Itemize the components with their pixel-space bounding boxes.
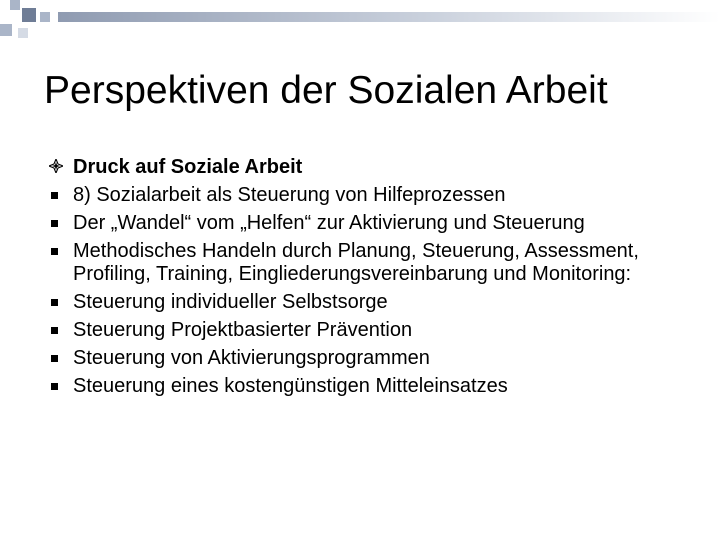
bullet-text: Steuerung individueller Selbstsorge [73, 291, 388, 313]
bullet-item [49, 375, 689, 398]
diamond-bullet-icon [49, 159, 63, 173]
bullet-item [49, 347, 689, 370]
bullet-item [49, 156, 689, 179]
bullet-text: 8) Sozialarbeit als Steuerung von Hilfeprozessen [73, 184, 506, 206]
bullet-item [49, 291, 689, 314]
bullet-text: Steuerung Projektbasierter Prävention [73, 319, 413, 341]
bullet-item [49, 212, 689, 235]
square-bullet-icon [49, 248, 58, 255]
bullet-list [49, 156, 689, 403]
square-bullet-icon [49, 355, 58, 362]
bullet-text: Der „Wandel“ vom „Helfen“ zur Aktivierung und Steuerung [73, 212, 585, 234]
bullet-item [49, 319, 689, 342]
square-bullet-icon [49, 220, 58, 227]
slide-title: Perspektiven der Sozialen Arbeit [44, 69, 608, 112]
bullet-text: Steuerung eines kostengünstigen Mitteleinsatzes [73, 375, 508, 397]
header-decoration [0, 0, 720, 50]
bullet-text: Methodisches Handeln durch Planung, Steuerung, Assessment, Profiling, Training, Eingliederungsvereinbarung und Monitoring: [73, 240, 639, 285]
bullet-item [49, 240, 689, 286]
square-bullet-icon [49, 383, 58, 390]
square-bullet-icon [49, 192, 58, 199]
bullet-item [49, 184, 689, 207]
bullet-text: Druck auf Soziale Arbeit [73, 156, 303, 178]
square-bullet-icon [49, 327, 58, 334]
bullet-text: Steuerung von Aktivierungsprogrammen [73, 347, 430, 369]
square-bullet-icon [49, 299, 58, 306]
